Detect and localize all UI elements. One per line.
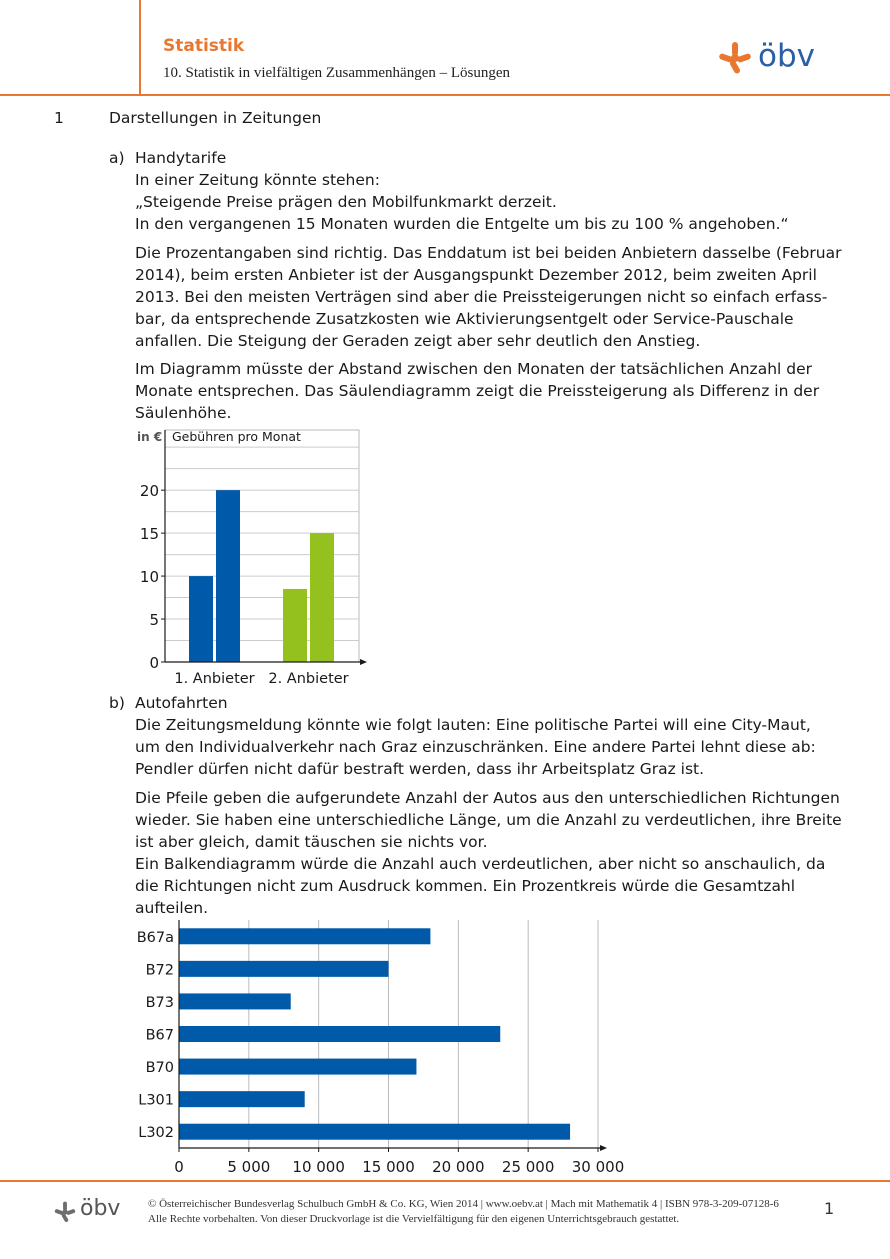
text-line: 2013. Bei den meisten Verträgen sind aber die Preissteigerungen nicht so einfach erfass- <box>135 288 828 306</box>
section-title: Darstellungen in Zeitungen <box>109 109 322 127</box>
part-a-label: a) <box>109 149 125 167</box>
part-b-paragraph-2 <box>135 787 855 919</box>
part-a-intro <box>135 169 855 235</box>
bar <box>179 1059 416 1075</box>
text-line: Ein Balkendiagramm würde die Anzahl auch verdeutlichen, aber nicht so anschaulich, da <box>135 855 826 873</box>
y-tick-label: 20 <box>139 482 159 501</box>
footer-text <box>148 1197 779 1227</box>
footer-logo-text: öbv <box>80 1196 121 1221</box>
y-category-label: L301 <box>138 1092 174 1109</box>
text-line: Monate entsprechen. Das Säulendiagramm zeigt die Preissteigerung als Differenz in der <box>135 382 820 400</box>
part-b-label: b) <box>109 694 125 712</box>
y-category-label: B72 <box>145 962 174 979</box>
text-line: Säulenhöhe. <box>135 404 232 422</box>
y-category-label: B73 <box>145 994 174 1011</box>
text-line: Im Diagramm müsste der Abstand zwischen den Monaten der tatsächlichen Anzahl der <box>135 360 812 378</box>
x-category-label: 1. Anbieter <box>174 671 255 687</box>
x-axis-arrow <box>360 659 367 665</box>
part-a-title: Handytarife <box>135 149 227 167</box>
text-line: Die Zeitungsmeldung könnte wie folgt lauten: Eine politische Partei will eine City-Maut, <box>135 716 811 734</box>
x-tick-label: 5 000 <box>227 1158 271 1176</box>
bar <box>179 928 430 944</box>
x-category-label: 2. Anbieter <box>268 671 349 687</box>
x-axis-arrow <box>600 1145 607 1151</box>
column-chart <box>130 425 370 690</box>
oebv-logo-text: öbv <box>758 38 815 74</box>
header-title: Statistik <box>163 36 245 56</box>
x-tick-label: 10 000 <box>292 1158 345 1176</box>
text-line: anfallen. Die Steigung der Geraden zeigt aber sehr deutlich den Anstieg. <box>135 332 701 350</box>
text-line: aufteilen. <box>135 899 209 917</box>
bar <box>179 961 389 977</box>
part-a-paragraph-2 <box>135 358 855 424</box>
footer-divider <box>0 1180 890 1182</box>
footer-rights: Alle Rechte vorbehalten. Von dieser Druckvorlage ist die Vervielfältigung für den eigenen Unterrichtsgebrauch gestattet. <box>148 1213 680 1225</box>
part-b-paragraph-1 <box>135 714 855 780</box>
footer-copyright: © Österreichischer Bundesverlag Schulbuch GmbH & Co. KG, Wien 2014 | www.oebv.at | Mach mit Mathematik 4 | ISBN 978-3-209-07128-6 <box>148 1198 779 1210</box>
bar <box>189 576 213 662</box>
text-line: die Richtungen nicht zum Ausdruck kommen. Ein Prozentkreis würde die Gesamtzahl <box>135 877 796 895</box>
y-category-label: B70 <box>145 1060 174 1077</box>
text-line: Die Prozentangaben sind richtig. Das Enddatum ist bei beiden Anbietern dasselbe (Februar <box>135 244 842 262</box>
text-line: Die Pfeile geben die aufgerundete Anzahl der Autos aus den unterschiedlichen Richtungen <box>135 789 840 807</box>
y-category-label: B67a <box>136 929 174 946</box>
part-b-title: Autofahrten <box>135 694 228 712</box>
text-line: bar, da entsprechende Zusatzkosten wie Aktivierungsentgelt oder Service-Pauschale <box>135 310 794 328</box>
y-tick-label: 0 <box>149 654 159 672</box>
y-category-label: L302 <box>138 1125 174 1142</box>
oebv-logo-mark-icon <box>718 41 752 75</box>
header-divider-vertical <box>139 0 141 94</box>
header-divider <box>0 94 890 96</box>
y-tick-label: 10 <box>139 568 159 587</box>
y-tick-label: 15 <box>139 525 159 544</box>
text-line: In den vergangenen 15 Monaten wurden die Entgelte um bis zu 100 % angehoben.“ <box>135 215 789 233</box>
bar <box>179 1026 500 1042</box>
y-category-label: B67 <box>145 1027 174 1044</box>
page-number: 1 <box>824 1199 835 1218</box>
bar <box>310 533 334 662</box>
bar <box>179 1091 305 1107</box>
bar <box>283 589 307 662</box>
y-tick-label: 5 <box>149 611 159 630</box>
text-line: wieder. Sie haben eine unterschiedliche Länge, um die Anzahl zu verdeutlichen, ihre Breite <box>135 811 842 829</box>
text-line: Pendler dürfen nicht dafür bestraft werden, dass ihr Arbeitsplatz Graz ist. <box>135 760 705 778</box>
text-line: „Steigende Preise prägen den Mobilfunkmarkt derzeit. <box>135 193 557 211</box>
text-line: In einer Zeitung könnte stehen: <box>135 171 380 189</box>
x-tick-label: 15 000 <box>362 1158 415 1176</box>
part-a-paragraph-1 <box>135 242 855 352</box>
x-tick-label: 20 000 <box>432 1158 485 1176</box>
x-tick-label: 25 000 <box>501 1158 555 1176</box>
chart-title: Gebühren pro Monat <box>172 429 301 444</box>
oebv-logo <box>718 38 828 78</box>
bar <box>216 490 240 662</box>
y-axis-label: in € <box>137 430 163 444</box>
text-line: ist aber gleich, damit täuschen sie nichts vor. <box>135 833 488 851</box>
text-line: 2014), beim ersten Anbieter ist der Ausgangspunkt Dezember 2012, beim zweiten April <box>135 266 817 284</box>
header-subtitle: 10. Statistik in vielfältigen Zusammenhängen – Lösungen <box>163 65 511 81</box>
footer-logo <box>54 1198 134 1226</box>
x-tick-label: 0 <box>174 1158 184 1176</box>
x-tick-label: 30 000 <box>571 1158 625 1176</box>
horizontal-bar-chart <box>120 918 640 1178</box>
oebv-logo-mark-icon <box>54 1201 76 1223</box>
bar <box>179 1124 570 1140</box>
bar <box>179 993 291 1009</box>
text-line: um den Individualverkehr nach Graz einzuschränken. Eine andere Partei lehnt diese ab: <box>135 738 816 756</box>
section-number: 1 <box>54 109 64 127</box>
